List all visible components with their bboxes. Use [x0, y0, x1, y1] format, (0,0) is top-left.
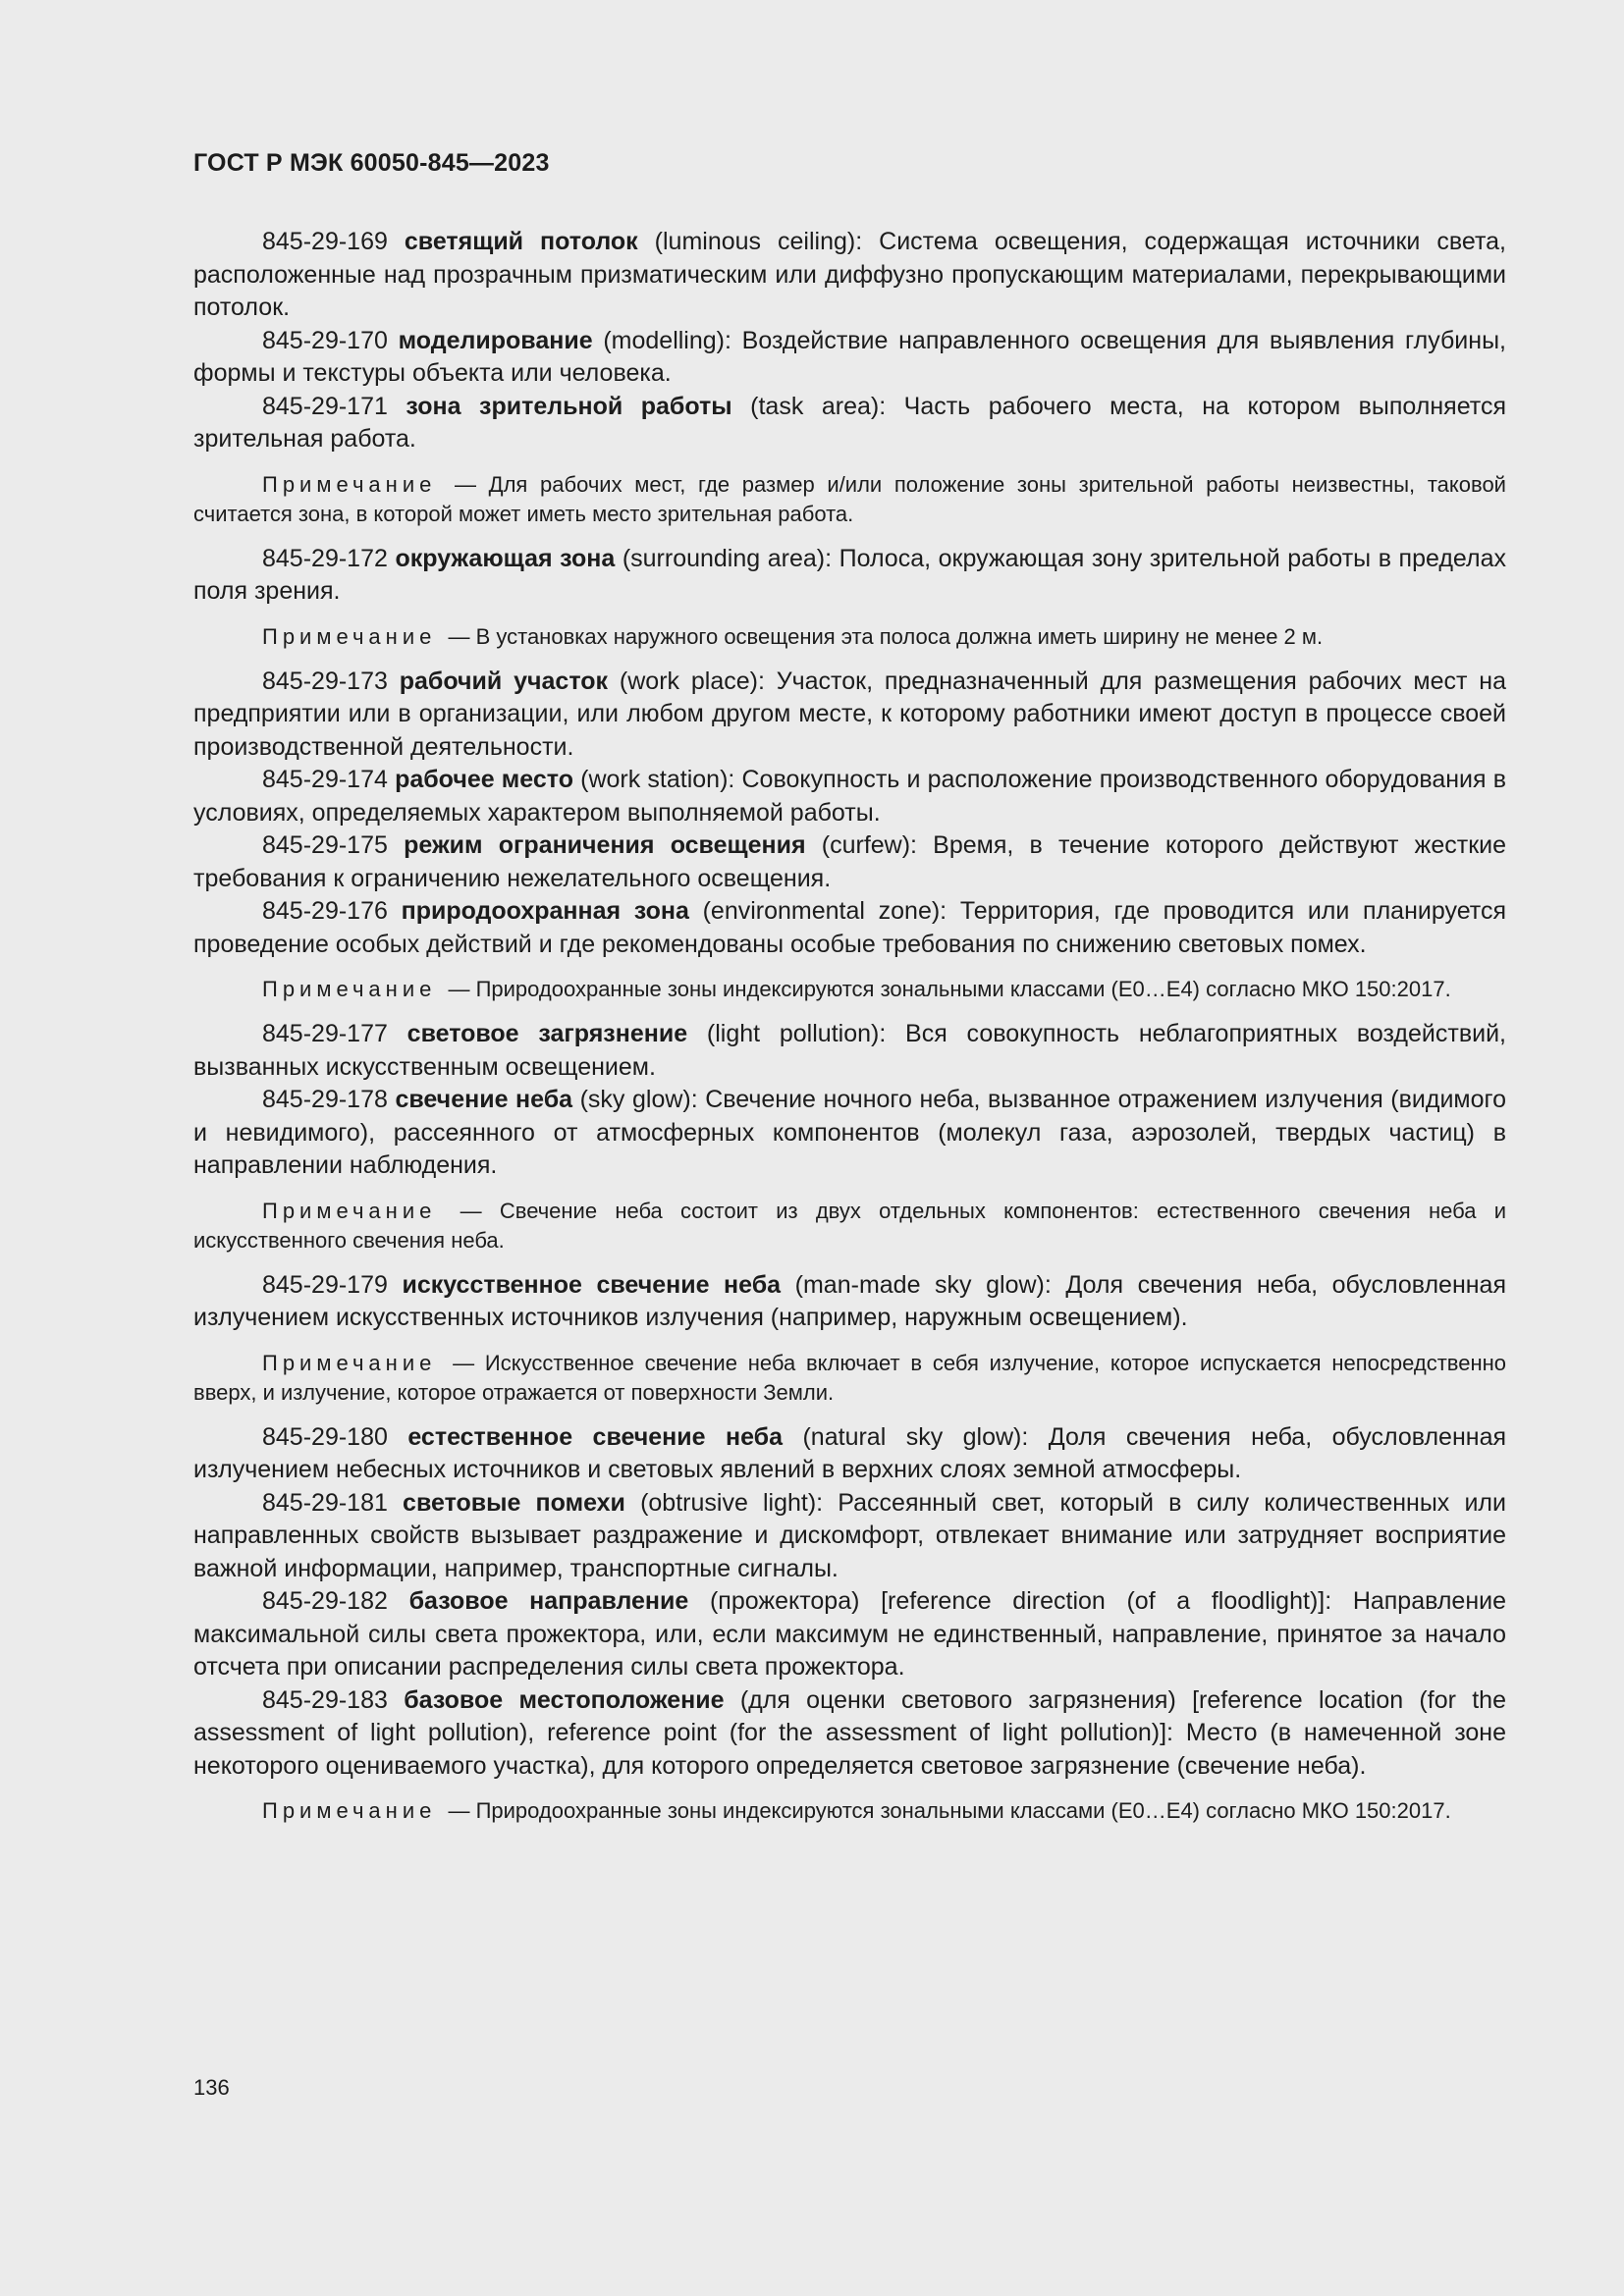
- term-number: 845-29-176: [262, 897, 388, 925]
- term-name: окружающая зона: [395, 544, 616, 572]
- term-entry: [193, 543, 1506, 609]
- term-definition: (light pollution): Вся совокупность неблагоприятных воздействий, вызванных искусственным освещением.: [193, 1020, 1506, 1081]
- term-definition: (work station): Совокупность и расположение производственного оборудования в условиях, определяемых характером выполняемой работы.: [193, 766, 1506, 827]
- term-name: естественное свечение неба: [407, 1422, 784, 1451]
- term-entry: [193, 1421, 1506, 1487]
- note-entry: [193, 1349, 1506, 1408]
- term-name: свечение неба: [395, 1086, 573, 1113]
- term-name: светящий потолок: [404, 228, 638, 255]
- note-text: — Природоохранные зоны индексируются зональными классами (E0…E4) согласно МКО 150:2017.: [448, 1798, 1451, 1823]
- term-entry: [193, 1585, 1506, 1684]
- term-definition: (surrounding area): Полоса, окружающая зону зрительной работы в пределах поля зрения.: [193, 544, 1506, 605]
- term-definition: (sky glow): Свечение ночного неба, вызванное отражением излучения (видимого и невидимого), рассеянного от атмосферных компонентов (молекул газа, аэрозолей, твердых частиц) в направлении наблюдения.: [193, 1086, 1506, 1179]
- term-name: рабочий участок: [399, 667, 609, 695]
- term-name: базовое местоположение: [404, 1685, 725, 1714]
- note-label: Примечание: [262, 1198, 437, 1223]
- note-label: Примечание: [262, 1350, 437, 1375]
- note-entry: [193, 1796, 1506, 1826]
- note-label: Примечание: [262, 1798, 437, 1823]
- term-entry: [193, 666, 1506, 765]
- term-number: 845-29-174: [262, 766, 388, 793]
- term-name: искусственное свечение неба: [402, 1270, 782, 1299]
- term-definition: (прожектора) [reference direction (of a floodlight)]: Направление максимальной силы света прожектора, или, если максимум не единственный, направление, принятое за начало отсчета при описании распределения силы света прожектора.: [193, 1587, 1506, 1681]
- term-entry: [193, 1084, 1506, 1183]
- term-entry: [193, 1018, 1506, 1084]
- term-name: режим ограничения освещения: [404, 831, 806, 859]
- note-text: — В установках наружного освещения эта полоса должна иметь ширину не менее 2 м.: [448, 623, 1324, 649]
- term-entry: [193, 1684, 1506, 1784]
- document-body: [193, 226, 1506, 1840]
- note-text: — Для рабочих мест, где размер и/или положение зоны зрительной работы неизвестны, таковой считается зона, в которой может иметь место зрительная работа.: [193, 471, 1506, 526]
- term-definition: (для оценки светового загрязнения) [reference location (for the assessment of light pollution), reference point (for the assessment of light pollution)]: Место (в намеченной зоне некоторого оцениваемого участка), для которого определяется световое загрязнение (свечение неба).: [193, 1685, 1506, 1780]
- term-number: 845-29-182: [262, 1587, 388, 1615]
- note-label: Примечание: [262, 623, 437, 649]
- term-definition: (man-made sky glow): Доля свечения неба, обусловленная излучением искусственных источников излучения (например, наружным освещением).: [193, 1270, 1506, 1331]
- term-name: рабочее место: [395, 766, 573, 793]
- document-header: ГОСТ Р МЭК 60050-845—2023: [193, 149, 550, 177]
- term-number: 845-29-181: [262, 1488, 388, 1517]
- term-entry: [193, 764, 1506, 829]
- term-entry: [193, 391, 1506, 456]
- note-label: Примечание: [262, 977, 437, 1001]
- term-entry: [193, 325, 1506, 391]
- term-definition: (modelling): Воздействие направленного освещения для выявления глубины, формы и текстуры объекта или человека.: [193, 326, 1506, 387]
- term-name: базовое направление: [408, 1587, 689, 1615]
- term-entry: [193, 226, 1506, 325]
- note-text: — Искусственное свечение неба включает в себя излучение, которое испускается непосредственно вверх, и излучение, которое отражается от поверхности Земли.: [193, 1350, 1506, 1405]
- term-entry: [193, 829, 1506, 895]
- term-definition: (environmental zone): Территория, где проводится или планируется проведение особых действий и где рекомендованы особые требования по снижению световых помех.: [193, 897, 1506, 958]
- term-number: 845-29-178: [262, 1086, 388, 1113]
- term-number: 845-29-169: [262, 228, 388, 255]
- note-text: — Природоохранные зоны индексируются зональными классами (E0…E4) согласно МКО 150:2017.: [448, 977, 1451, 1001]
- term-number: 845-29-170: [262, 326, 388, 354]
- term-number: 845-29-175: [262, 831, 388, 859]
- note-label: Примечание: [262, 471, 437, 497]
- term-definition: (work place): Участок, предназначенный для размещения рабочих мест на предприятии или в организации, или любом другом месте, к которому работники имеют доступ в процессе своей производственной деятельности.: [193, 667, 1507, 761]
- term-definition: (task area): Часть рабочего места, на котором выполняется зрительная работа.: [193, 392, 1507, 453]
- term-number: 845-29-180: [262, 1422, 388, 1451]
- term-definition: (natural sky glow): Доля свечения неба, обусловленная излучением небесных источников и световых явлений в верхних слоях земной атмосферы.: [193, 1422, 1507, 1483]
- term-number: 845-29-172: [262, 544, 388, 572]
- note-entry: [193, 470, 1506, 529]
- term-name: моделирование: [398, 326, 593, 354]
- term-entry: [193, 1487, 1506, 1586]
- term-number: 845-29-177: [262, 1020, 388, 1047]
- term-definition: (curfew): Время, в течение которого действуют жесткие требования к ограничению нежелательного освещения.: [193, 831, 1507, 892]
- note-entry: [193, 975, 1506, 1004]
- term-entry: [193, 895, 1506, 961]
- term-entry: [193, 1269, 1506, 1335]
- term-definition: (luminous ceiling): Система освещения, содержащая источники света, расположенные над прозрачным призматическим или диффузно пропускающим материалами, перекрывающими потолок.: [193, 228, 1506, 321]
- page-number: 136: [193, 2075, 230, 2100]
- term-number: 845-29-183: [262, 1685, 388, 1714]
- term-name: световые помехи: [403, 1488, 625, 1517]
- term-name: зона зрительной работы: [406, 392, 732, 420]
- note-text: — Свечение неба состоит из двух отдельных компонентов: естественного свечения неба и искусственного свечения неба.: [193, 1198, 1506, 1253]
- term-name: природоохранная зона: [401, 897, 689, 925]
- term-name: световое загрязнение: [406, 1020, 688, 1047]
- note-entry: [193, 1197, 1506, 1255]
- term-definition: (obtrusive light): Рассеянный свет, который в силу количественных или направленных свойств вызывает раздражение и дискомфорт, отвлекает внимание или затрудняет восприятие важной информации, например, транспортные сигналы.: [193, 1488, 1506, 1582]
- term-number: 845-29-179: [262, 1270, 388, 1299]
- term-number: 845-29-173: [262, 667, 388, 695]
- note-entry: [193, 622, 1506, 652]
- term-number: 845-29-171: [262, 392, 388, 420]
